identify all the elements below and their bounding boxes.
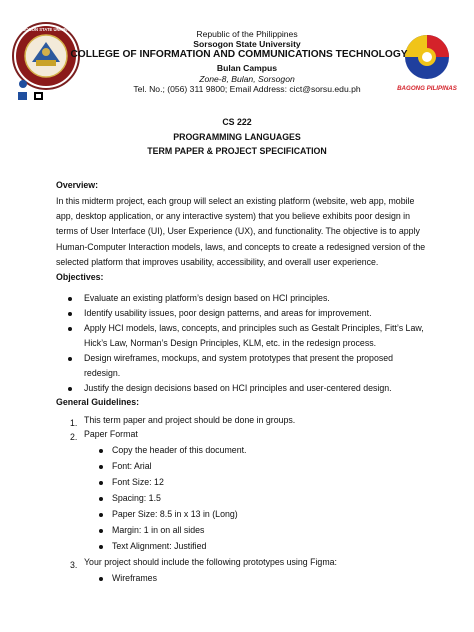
course-code: CS 222 <box>222 117 252 127</box>
bullet-icon <box>99 513 103 517</box>
bullet-icon <box>99 449 103 453</box>
document-title: TERM PAPER & PROJECT SPECIFICATION <box>147 146 327 156</box>
guideline-item: This term paper and project should be done in groups. <box>84 415 296 425</box>
objective-item: Identify usability issues, poor design patterns, and areas for improvement. <box>84 308 372 318</box>
prototype-item: Wireframes <box>112 573 157 583</box>
bullet-icon <box>99 577 103 581</box>
header-university: Sorsogon State University <box>193 39 301 49</box>
overview-line: app, desktop application, or any interactive system) that you believe exhibits poor design in <box>56 211 411 222</box>
overview-paragraph <box>56 194 428 270</box>
format-item: Spacing: 1.5 <box>112 493 161 503</box>
svg-text:SORSOGON STATE UNIVERSITY: SORSOGON STATE UNIVERSITY <box>13 27 79 32</box>
objective-item-continued: Hick’s Law, Norman’s Design Principles, KLM, etc. in the redesign process. <box>84 338 377 348</box>
format-item: Text Alignment: Justified <box>112 541 207 551</box>
guidelines-heading: General Guidelines: <box>56 397 140 407</box>
objective-item: Apply HCI models, laws, concepts, and principles such as Gestalt Principles, Fitt’s Law, <box>84 323 424 333</box>
list-number: 2. <box>70 432 78 442</box>
overview-line: terms of User Interface (UI), User Experience (UX), and functionality. The objective is to apply <box>56 226 420 237</box>
overview-heading: Overview: <box>56 180 99 190</box>
guideline-item: Paper Format <box>84 429 138 439</box>
header-campus: Bulan Campus <box>216 63 278 73</box>
bullet-icon <box>99 545 103 549</box>
overview-line: In this midterm project, each group will select an existing platform (website, web app, mobile <box>56 196 415 206</box>
course-subject: PROGRAMMING LANGUAGES <box>173 132 301 142</box>
overview-line: selected platform that improves usability, accessibility, and overall user experience. <box>56 256 379 267</box>
objective-item: Justify the design decisions based on HCI principles and user-centered design. <box>84 383 392 393</box>
bullet-icon <box>68 387 72 391</box>
header-college: COLLEGE OF INFORMATION AND COMMUNICATIONS TECHNOLOGY <box>70 49 408 60</box>
bullet-icon <box>68 357 72 361</box>
bullet-icon <box>99 529 103 533</box>
header-address: Zone-8, Bulan, Sorsogon <box>199 74 295 84</box>
format-item: Copy the header of this document. <box>112 445 247 455</box>
guideline-item: Your project should include the following prototypes using Figma: <box>84 557 337 567</box>
svg-text:BAGONG PILIPINAS: BAGONG PILIPINAS <box>397 85 457 92</box>
objectives-heading: Objectives: <box>56 272 104 282</box>
header-republic: Republic of the Philippines <box>196 29 298 39</box>
bullet-icon <box>68 312 72 316</box>
bullet-icon <box>99 497 103 501</box>
overview-line: Human-Computer Interaction models, laws, and concepts to create a redesigned version of the <box>56 241 426 252</box>
bullet-icon <box>99 465 103 469</box>
list-number: 1. <box>70 418 78 428</box>
objective-item-continued: redesign. <box>84 368 121 378</box>
header-contact: Tel. No.; (056) 311 9800; Email Address: cict@sorsu.edu.ph <box>133 84 361 94</box>
list-number: 3. <box>70 560 78 570</box>
objective-item: Evaluate an existing platform’s design based on HCI principles. <box>84 293 330 303</box>
format-item: Paper Size: 8.5 in x 13 in (Long) <box>112 509 238 519</box>
bullet-icon <box>99 481 103 485</box>
format-item: Font: Arial <box>112 461 152 471</box>
bullet-icon <box>68 327 72 331</box>
format-item: Margin: 1 in on all sides <box>112 525 205 535</box>
bullet-icon <box>68 297 72 301</box>
format-item: Font Size: 12 <box>112 477 164 487</box>
objective-item: Design wireframes, mockups, and system prototypes that present the proposed <box>84 353 394 363</box>
